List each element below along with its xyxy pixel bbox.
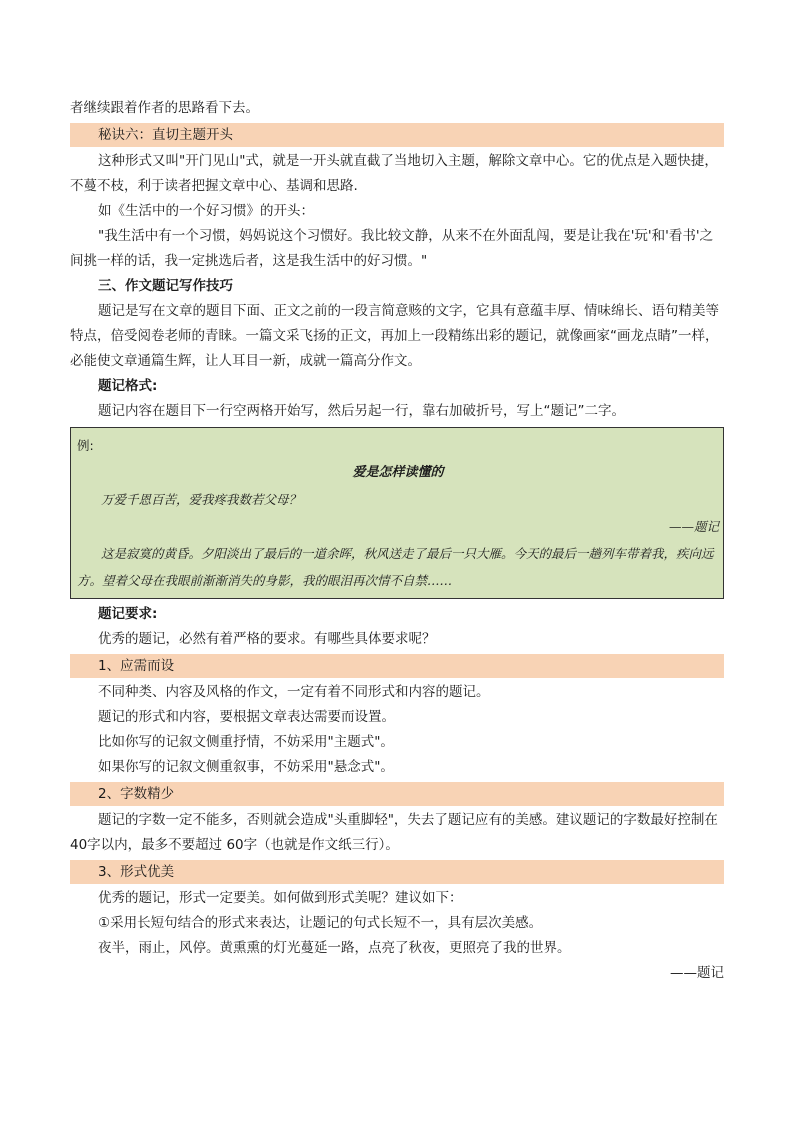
- example-epigraph: 万爱千恩百苦，爱我疼我数若父母？: [101, 492, 302, 507]
- subheading: 题记格式:: [98, 378, 158, 394]
- section-band: 2、字数精少: [70, 782, 724, 806]
- example-box: [70, 427, 724, 599]
- example-body: 这是寂寞的黄昏。夕阳淡出了最后的一道余晖，秋风送走了最后一只大雁。今天的最后一趟列车带着我，疾向远方。望着父母在我眼前渐渐消失的身影，我的眼泪再次情不自禁……: [77, 546, 714, 588]
- paragraph: 不同种类、内容及风格的作文，一定有着不同形式和内容的题记。: [98, 684, 490, 700]
- signature: ——题记: [670, 965, 724, 981]
- paragraph: 比如你写的记叙文侧重抒情，不妨采用"主题式"。: [98, 734, 394, 750]
- paragraph: 题记的形式和内容，要根据文章表达需要而设置。: [98, 709, 395, 725]
- section-band: 秘诀六：直切主题开头: [70, 123, 724, 147]
- example-label: 例:: [77, 438, 94, 453]
- paragraph: ①采用长短句结合的形式来表达，让题记的句式长短不一，具有层次美感。: [98, 915, 543, 931]
- paragraph: 题记是写在文章的题目下面、正文之前的一段言简意赅的文字，它具有意蕴丰厚、情味绵长、语句精美等特点，倍受阅卷老师的青睐。一篇文采飞扬的正文，再加上一段精练出彩的题记，就像画家“画龙点睛”一样，必能使文章通篇生辉，让人耳目一新，成就一篇高分作文。: [70, 303, 719, 369]
- paragraph: "我生活中有一个习惯，妈妈说这个习惯好。我比较文静，从来不在外面乱闯，要是让我在'玩'和'看书'之间挑一样的话，我一定挑选后者，这是我生活中的好习惯。": [70, 228, 714, 269]
- document-page: [70, 96, 724, 986]
- paragraph: 优秀的题记，必然有着严格的要求。有哪些具体要求呢？: [98, 631, 436, 647]
- paragraph: 优秀的题记，形式一定要美。如何做到形式美呢？建议如下：: [98, 890, 463, 906]
- section-heading: 三、作文题记写作技巧: [98, 278, 233, 294]
- section-band: 1、应需而设: [70, 654, 724, 678]
- subheading: 题记要求:: [98, 606, 158, 622]
- text-line: 者继续跟着作者的思路看下去。: [70, 100, 259, 116]
- example-title: 爱是怎样读懂的: [352, 465, 444, 480]
- paragraph: 这种形式又叫"开门见山"式，就是一开头就直截了当地切入主题，解除文章中心。它的优点是入题快捷，不蔓不枝，利于读者把握文章中心、基调和思路.: [70, 153, 718, 194]
- paragraph: 如果你写的记叙文侧重叙事，不妨采用"悬念式"。: [98, 759, 394, 775]
- example-signature: ——题记: [668, 519, 719, 534]
- paragraph: 题记的字数一定不能多，否则就会造成"头重脚轻"，失去了题记应有的美感。建议题记的字数最好控制在 40字以内，最多不要超过 60字（也就是作文纸三行）。: [70, 812, 718, 853]
- paragraph: 题记内容在题目下一行空两格开始写，然后另起一行，靠右加破折号，写上“题记”二字。: [98, 403, 625, 419]
- paragraph: 如《生活中的一个好习惯》的开头：: [98, 203, 314, 219]
- section-band: 3、形式优美: [70, 860, 724, 884]
- paragraph: 夜半，雨止，风停。黄熏熏的灯光蔓延一路，点亮了秋夜，更照亮了我的世界。: [98, 940, 571, 956]
